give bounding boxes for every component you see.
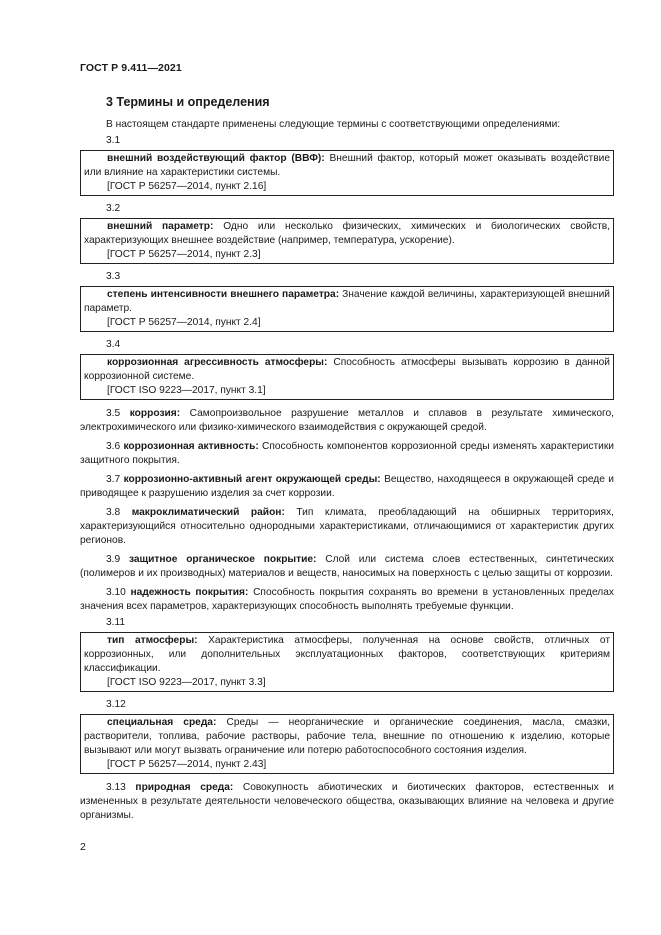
definition-text [84,634,610,676]
source-reference: [ГОСТ ISO 9223—2017, пункт 3.1] [107,385,266,396]
entry-number: 3.9 [106,554,121,565]
term-box [80,150,614,196]
entry-number: 3.12 [106,699,126,710]
term-paragraph [80,473,614,501]
entry-number: 3.3 [106,271,121,282]
entry-number: 3.13 [106,782,126,793]
term: коррозионная агрессивность атмосферы: [107,357,328,368]
term-paragraph [80,781,614,823]
term-paragraph [80,553,614,581]
source-reference: [ГОСТ Р 56257—2014, пункт 2.3] [107,249,261,260]
definition: Среды — неорганические и органические соединения, масла, смазки, растворители, топлива, рабочие растворы, рабочие тела, внешние по отношению к изделию, которые вызывают или могут вызвать ограничение или потерю работоспособного состояния изделия. [84,717,610,756]
definition-text [84,152,610,180]
intro-paragraph: В настоящем стандарте применены следующие термины с соответствующими определениями: [106,119,561,130]
definition-text [84,356,610,384]
term-paragraph [80,407,614,435]
term: надежность покрытия: [130,587,249,598]
term-paragraph [80,586,614,614]
definition: Одно или несколько физических, химических и биологических свойств, характеризующих внешнее воздействие (например, температура, ускорение). [84,221,610,246]
definition: Способность атмосферы вызывать коррозию в данной коррозионной системе. [84,357,610,382]
term: коррозионная активность: [123,441,259,452]
definition: Вещество, находящееся в окружающей среде и приводящее к разрушению изделия за счет коррозии. [80,474,615,499]
entry-number: 3.6 [106,441,121,452]
definition: Совокупность абиотических и биотических факторов, естественных и измененных в результате деятельности человеческого общества, оказывающих влияние на человека и другие организмы. [80,782,614,821]
term-box [80,354,614,400]
definition: Тип климата, преобладающий на обширных территориях, характеризующийся относительно однородными характеристиками, отличающимися от характеристик других регионов. [80,507,614,546]
definition: Значение каждой величины, характеризующей внешний параметр. [84,289,610,314]
term: природная среда: [135,782,234,793]
term-box [80,218,614,264]
term: внешний воздействующий фактор (ВВФ): [107,153,325,164]
term: коррозия: [129,408,181,419]
source-reference: [ГОСТ Р 56257—2014, пункт 2.4] [107,317,261,328]
term: коррозионно-активный агент окружающей среды: [123,474,381,485]
term: внешний параметр: [107,221,214,232]
term-box [80,714,614,774]
term-box [80,286,614,332]
term-box [80,632,614,692]
entry-number: 3.8 [106,507,121,518]
term: специальная среда: [107,717,217,728]
definition: Характеристика атмосферы, полученная на основе свойств, отличных от коррозионных, или дополнительных эксплуатационных факторов, соответствующих критериям классификации. [84,635,610,674]
definition: Слой или система слоев естественных, синтетических (полимеров и их производных) материалов и веществ, наносимых на поверхность с целью защиты от коррозии. [80,554,614,579]
source-reference: [ГОСТ Р 56257—2014, пункт 2.43] [107,759,267,770]
definition: Способность покрытия сохранять во времени в установленных пределах значения всех параметров, характеризующих способность выполнять требуемые функции. [80,587,614,612]
definition-text [84,288,610,316]
document-header: ГОСТ Р 9.411—2021 [80,62,182,74]
term: тип атмосферы: [107,635,198,646]
definition: Способность компонентов коррозионной среды изменять характеристики защитного покрытия. [80,441,614,466]
definition: Самопроизвольное разрушение металлов и сплавов в результате химического, электрохимического или физико-химического взаимодействия с окружающей средой. [80,408,614,433]
section-content [80,118,614,823]
term-paragraph [80,440,614,468]
term: макроклиматический район: [131,507,285,518]
definition-text [84,220,610,248]
term: защитное органическое покрытие: [128,554,317,565]
entry-number: 3.10 [106,587,126,598]
source-reference: [ГОСТ Р 56257—2014, пункт 2.16] [107,181,267,192]
definition-text [84,716,610,758]
entry-number: 3.7 [106,474,121,485]
entry-number: 3.1 [106,135,121,146]
entry-number: 3.5 [106,408,121,419]
source-reference: [ГОСТ ISO 9223—2017, пункт 3.3] [107,677,266,688]
definition: Внешний фактор, который может оказывать воздействие или влияние на характеристики системы. [84,153,610,178]
term-paragraph [80,506,614,548]
entry-number: 3.11 [106,617,126,628]
term: степень интенсивности внешнего параметра: [107,289,340,300]
section-title: 3 Термины и определения [106,95,270,109]
entry-number: 3.2 [106,203,121,214]
entry-number: 3.4 [106,339,121,350]
page-number: 2 [80,841,86,853]
